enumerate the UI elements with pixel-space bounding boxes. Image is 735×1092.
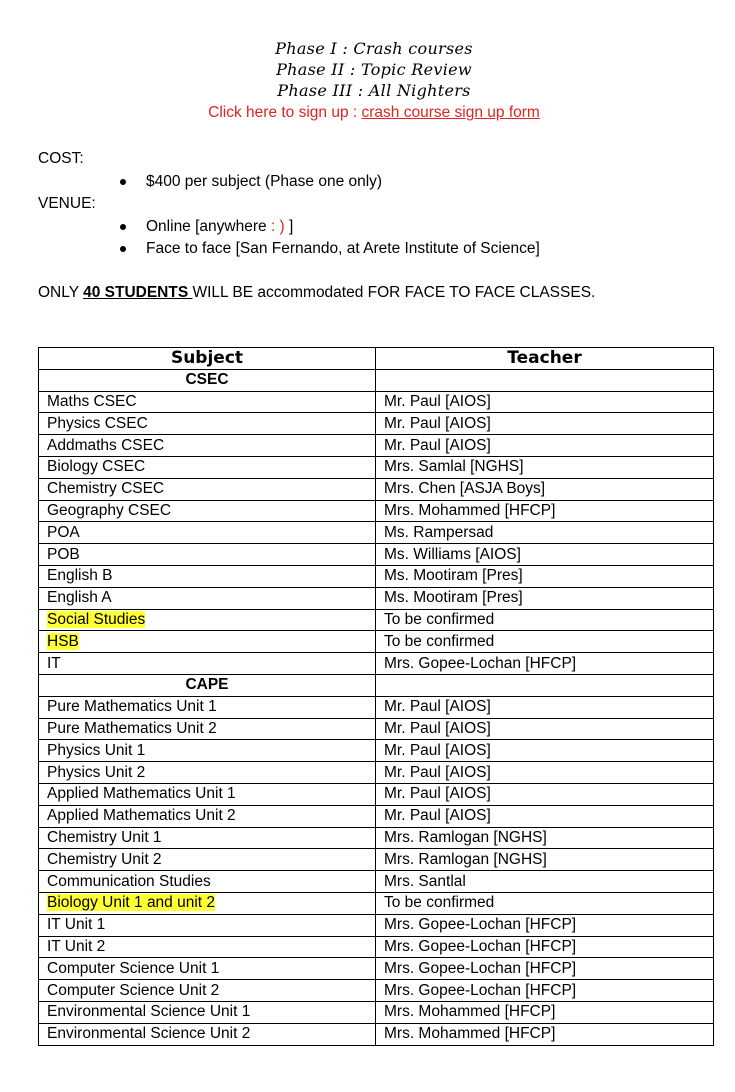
teacher-cell: Mr. Paul [AIOS] — [376, 696, 714, 718]
subject-cell-container — [39, 631, 376, 653]
table-row — [39, 544, 714, 566]
subject-cell: Environmental Science Unit 2 — [47, 1025, 251, 1043]
subject-cell-container — [39, 609, 376, 631]
teacher-cell: Mrs. Chen [ASJA Boys] — [376, 478, 714, 500]
subject-cell-container — [39, 435, 376, 457]
table-row — [39, 718, 714, 740]
subject-cell-container — [39, 413, 376, 435]
teacher-cell: To be confirmed — [376, 609, 714, 631]
subject-cell: HSB — [47, 632, 79, 650]
table-row — [39, 631, 714, 653]
csec-group-row — [39, 369, 714, 391]
subject-cell: English A — [47, 589, 112, 607]
subject-cell: Maths CSEC — [47, 392, 137, 410]
subject-cell: English B — [47, 567, 113, 585]
table-row — [39, 435, 714, 457]
subject-cell: Physics Unit 2 — [47, 763, 146, 781]
teacher-cell: Mr. Paul [AIOS] — [376, 783, 714, 805]
phase-2-title: Phase II : Topic Review — [276, 60, 472, 79]
table-row — [39, 478, 714, 500]
subject-cell: IT — [47, 654, 61, 672]
notice-suffix: WILL BE accommodated FOR FACE TO FACE CLASSES. — [192, 284, 596, 301]
teacher-cell: Mrs. Gopee-Lochan [HFCP] — [376, 653, 714, 675]
subject-cell-container — [39, 783, 376, 805]
capacity-notice — [38, 282, 595, 304]
teacher-cell: Mrs. Santlal — [376, 871, 714, 893]
teacher-cell: Mrs. Ramlogan [NGHS] — [376, 849, 714, 871]
teacher-cell: Mr. Paul [AIOS] — [376, 740, 714, 762]
subject-cell-container — [39, 892, 376, 914]
table-row — [39, 565, 714, 587]
subject-cell-container — [39, 653, 376, 675]
group-empty-cell — [376, 674, 714, 696]
subject-cell: Social Studies — [47, 610, 146, 628]
table-row — [39, 980, 714, 1002]
table-row — [39, 1001, 714, 1023]
teacher-cell: Mrs. Samlal [NGHS] — [376, 456, 714, 478]
venue-face-to-face: Face to face [San Fernando, at Arete Institute of Science] — [146, 238, 728, 261]
teacher-column-header: Teacher — [376, 348, 714, 370]
signup-line — [0, 102, 735, 124]
teacher-cell: Mrs. Mohammed [HFCP] — [376, 500, 714, 522]
subject-cell-container — [39, 522, 376, 544]
table-header-row — [39, 348, 714, 370]
subject-cell: IT Unit 1 — [47, 916, 106, 934]
table-row — [39, 805, 714, 827]
table-row — [39, 936, 714, 958]
table-body — [39, 369, 714, 1045]
table-row — [39, 456, 714, 478]
subject-cell: Geography CSEC — [47, 501, 172, 519]
venue-label: VENUE: — [38, 195, 96, 212]
teacher-cell: Mr. Paul [AIOS] — [376, 718, 714, 740]
phase-1-title: Phase I : Crash courses — [275, 39, 473, 58]
teacher-cell: Mrs. Gopee-Lochan [HFCP] — [376, 936, 714, 958]
subject-cell: Communication Studies — [47, 872, 211, 890]
subject-cell-container — [39, 718, 376, 740]
subject-cell: Biology CSEC — [47, 458, 146, 476]
info-section — [38, 148, 728, 261]
table-row — [39, 827, 714, 849]
subject-cell-container — [39, 1023, 376, 1045]
signup-form-link[interactable]: crash course sign up form — [361, 104, 540, 121]
signup-prefix: Click here to sign up : — [208, 104, 362, 121]
cost-item: $400 per subject (Phase one only) — [146, 171, 728, 194]
teacher-cell: To be confirmed — [376, 631, 714, 653]
teacher-cell: Mr. Paul [AIOS] — [376, 435, 714, 457]
subject-cell: Pure Mathematics Unit 2 — [47, 719, 217, 737]
teacher-cell: Mr. Paul [AIOS] — [376, 413, 714, 435]
subject-column-header: Subject — [39, 348, 376, 370]
table-row — [39, 740, 714, 762]
table-row — [39, 587, 714, 609]
subject-cell-container — [39, 936, 376, 958]
table-row — [39, 609, 714, 631]
subject-cell: Chemistry Unit 2 — [47, 850, 162, 868]
subject-cell-container — [39, 914, 376, 936]
teacher-cell: Mr. Paul [AIOS] — [376, 762, 714, 784]
subject-cell: Computer Science Unit 2 — [47, 981, 220, 999]
venue-list — [38, 216, 728, 261]
table-row — [39, 762, 714, 784]
subject-cell: IT Unit 2 — [47, 937, 106, 955]
subject-cell-container — [39, 456, 376, 478]
cape-group-row — [39, 674, 714, 696]
cost-list — [38, 171, 728, 194]
teacher-cell: To be confirmed — [376, 892, 714, 914]
subject-teacher-table — [38, 347, 714, 1046]
subject-cell-container — [39, 500, 376, 522]
table-row — [39, 783, 714, 805]
teacher-cell: Ms. Mootiram [Pres] — [376, 587, 714, 609]
subject-cell: Environmental Science Unit 1 — [47, 1003, 251, 1021]
group-label: CSEC — [39, 369, 376, 391]
smiley: : ) — [270, 217, 285, 235]
table-row — [39, 958, 714, 980]
subject-cell-container — [39, 827, 376, 849]
subject-cell-container — [39, 696, 376, 718]
subject-cell: Addmaths CSEC — [47, 436, 165, 454]
subject-cell: Pure Mathematics Unit 1 — [47, 698, 217, 716]
teacher-cell: Ms. Mootiram [Pres] — [376, 565, 714, 587]
cost-label: COST: — [38, 150, 84, 167]
table-row — [39, 522, 714, 544]
phase-3-title: Phase III : All Nighters — [277, 81, 471, 100]
table-row — [39, 892, 714, 914]
teacher-cell: Mrs. Gopee-Lochan [HFCP] — [376, 958, 714, 980]
subject-cell: POA — [47, 523, 80, 541]
subject-cell-container — [39, 740, 376, 762]
venue-online — [146, 216, 728, 239]
subject-cell: Chemistry Unit 1 — [47, 828, 162, 846]
venue-online-prefix: Online [anywhere — [146, 217, 271, 235]
subject-cell-container — [39, 391, 376, 413]
teacher-cell: Mrs. Mohammed [HFCP] — [376, 1001, 714, 1023]
subject-cell: Computer Science Unit 1 — [47, 959, 220, 977]
subject-cell-container — [39, 1001, 376, 1023]
subject-cell: Physics Unit 1 — [47, 741, 146, 759]
teacher-cell: Mrs. Mohammed [HFCP] — [376, 1023, 714, 1045]
teacher-cell: Mrs. Gopee-Lochan [HFCP] — [376, 914, 714, 936]
subject-cell-container — [39, 958, 376, 980]
subject-cell-container — [39, 565, 376, 587]
teacher-cell: Ms. Williams [AIOS] — [376, 544, 714, 566]
table-row — [39, 696, 714, 718]
table-row — [39, 500, 714, 522]
teacher-cell: Ms. Rampersad — [376, 522, 714, 544]
subject-cell: Physics CSEC — [47, 414, 148, 432]
subject-cell: Chemistry CSEC — [47, 480, 165, 498]
table-row — [39, 849, 714, 871]
subject-cell-container — [39, 805, 376, 827]
subject-cell-container — [39, 980, 376, 1002]
subject-cell-container — [39, 849, 376, 871]
subject-cell-container — [39, 478, 376, 500]
table-row — [39, 391, 714, 413]
notice-emphasis: 40 STUDENTS — [83, 284, 193, 301]
subject-cell-container — [39, 587, 376, 609]
group-empty-cell — [376, 369, 714, 391]
teacher-cell: Mr. Paul [AIOS] — [376, 805, 714, 827]
table-row — [39, 871, 714, 893]
subject-cell-container — [39, 762, 376, 784]
teacher-cell: Mrs. Ramlogan [NGHS] — [376, 827, 714, 849]
subject-cell: Applied Mathematics Unit 2 — [47, 807, 236, 825]
table-row — [39, 914, 714, 936]
teacher-cell: Mrs. Gopee-Lochan [HFCP] — [376, 980, 714, 1002]
group-label: CAPE — [39, 674, 376, 696]
venue-online-suffix: ] — [284, 217, 294, 235]
teacher-cell: Mr. Paul [AIOS] — [376, 391, 714, 413]
table-row — [39, 413, 714, 435]
subject-cell: Biology Unit 1 and unit 2 — [47, 894, 216, 912]
table-row — [39, 1023, 714, 1045]
subject-cell: POB — [47, 545, 80, 563]
subject-cell-container — [39, 871, 376, 893]
phase-header — [0, 38, 735, 124]
subject-cell-container — [39, 544, 376, 566]
subject-cell: Applied Mathematics Unit 1 — [47, 785, 236, 803]
notice-prefix: ONLY — [38, 284, 84, 301]
table-row — [39, 653, 714, 675]
